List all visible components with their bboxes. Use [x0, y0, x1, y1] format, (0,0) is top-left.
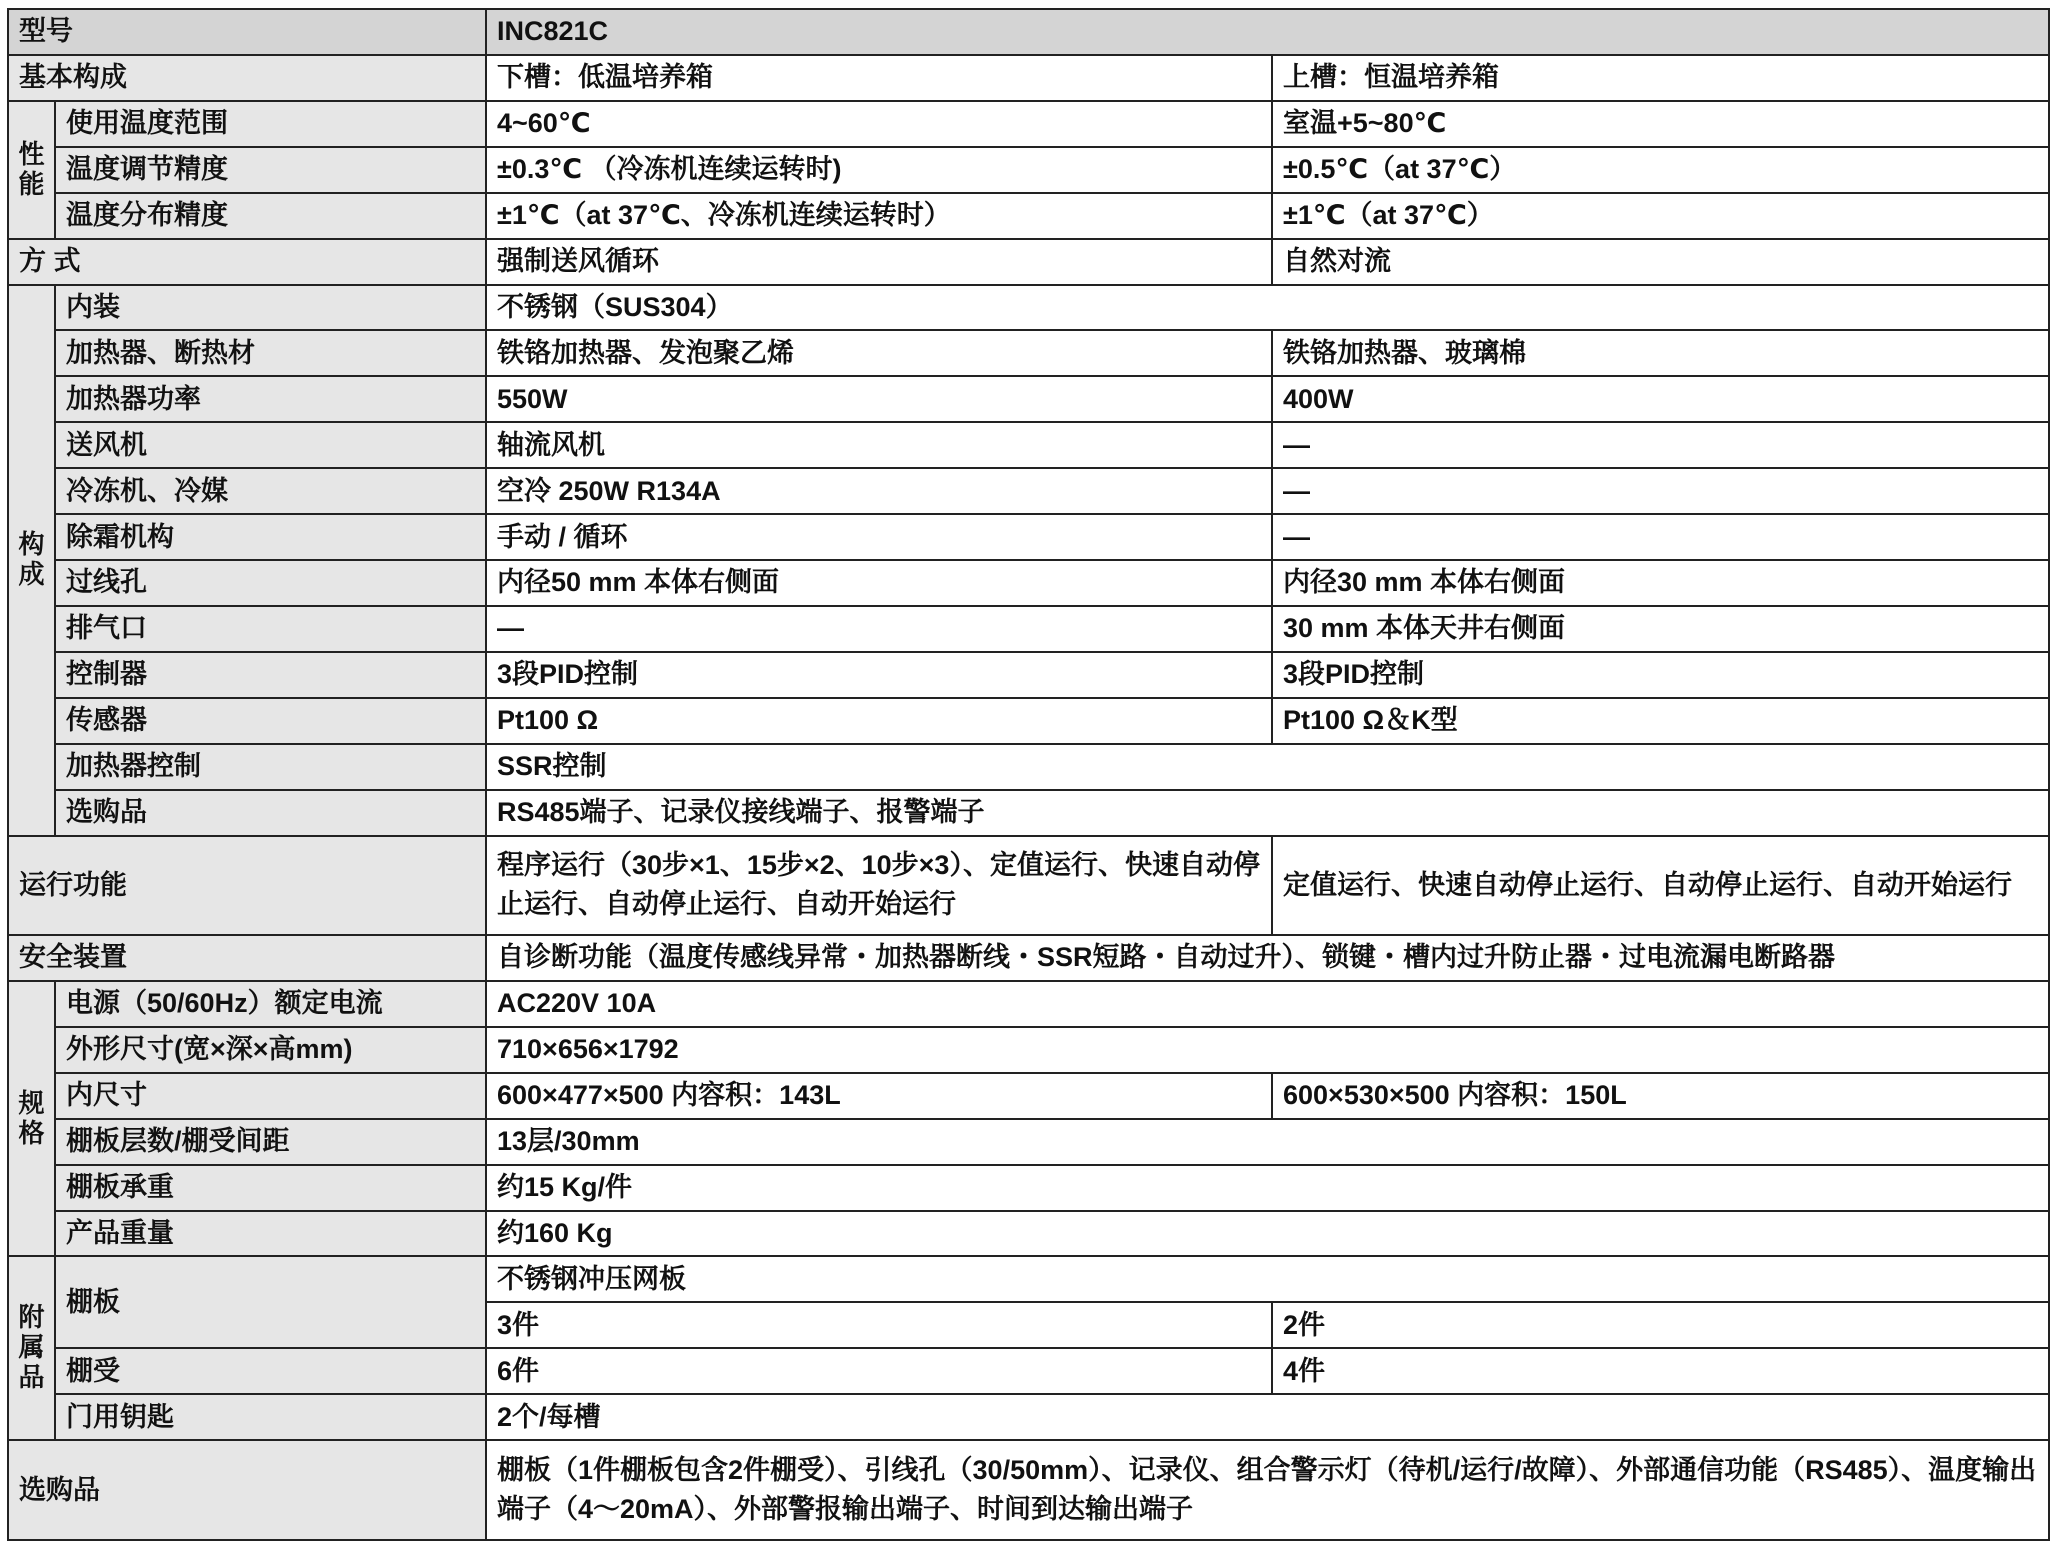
row-inner-size	[8, 1073, 2049, 1119]
perf-lower: ±1℃（at 37℃、冷冻机连续运转时）	[486, 193, 1272, 239]
row-power	[8, 981, 2049, 1027]
spec-table	[7, 8, 2050, 1541]
spec-value: 710×656×1792	[486, 1027, 2049, 1073]
construction-label: 过线孔	[55, 560, 486, 606]
construction-upper: 内径30 mm 本体右侧面	[1272, 560, 2049, 606]
row-basic	[8, 55, 2049, 101]
row-exhaust	[8, 606, 2049, 652]
row-optional	[8, 1440, 2049, 1540]
spec-value: AC220V 10A	[486, 981, 2049, 1027]
construction-upper: 400W	[1272, 376, 2049, 422]
row-temp-control	[8, 147, 2049, 193]
row-operation	[8, 836, 2049, 935]
safety-label: 安全装置	[8, 935, 486, 981]
spec-label: 棚板层数/棚受间距	[55, 1119, 486, 1165]
row-heater-insulation	[8, 330, 2049, 376]
construction-label: 加热器、断热材	[55, 330, 486, 376]
construction-lower: 3段PID控制	[486, 652, 1272, 698]
accessory-value: 2个/每槽	[486, 1394, 2049, 1440]
construction-label: 选购品	[55, 790, 486, 836]
perf-lower: 4~60℃	[486, 101, 1272, 147]
accessory-label: 棚板	[55, 1256, 486, 1348]
row-shelf-material	[8, 1256, 2049, 1302]
row-controller	[8, 652, 2049, 698]
group-construction: 构成	[8, 285, 55, 836]
row-heater-power	[8, 376, 2049, 422]
method-label: 方 式	[8, 239, 486, 285]
optional-value: 棚板（1件棚板包含2件棚受）、引线孔（30/50mm）、记录仪、组合警示灯（待机/运行/故障）、外部通信功能（RS485）、温度输出端子（4～20mA）、外部警报输出端子、时间到达输出端子	[486, 1440, 2049, 1540]
row-shelves	[8, 1119, 2049, 1165]
accessory-label: 门用钥匙	[55, 1394, 486, 1440]
construction-label: 加热器功率	[55, 376, 486, 422]
spec-value: 约15 Kg/件	[486, 1165, 2049, 1211]
construction-lower: —	[486, 606, 1272, 652]
accessory-lower: 3件	[486, 1302, 1272, 1348]
row-method	[8, 239, 2049, 285]
perf-label: 温度调节精度	[55, 147, 486, 193]
construction-upper: 30 mm 本体天井右侧面	[1272, 606, 2049, 652]
perf-upper: 室温+5~80℃	[1272, 101, 2049, 147]
row-temp-range	[8, 101, 2049, 147]
row-weight	[8, 1211, 2049, 1257]
safety-value: 自诊断功能（温度传感线异常・加热器断线・SSR短路・自动过升）、锁键・槽内过升防止器・过电流漏电断路器	[486, 935, 2049, 981]
perf-upper: ±0.5℃（at 37℃）	[1272, 147, 2049, 193]
construction-lower: 550W	[486, 376, 1272, 422]
spec-label: 内尺寸	[55, 1073, 486, 1119]
optional-label: 选购品	[8, 1440, 486, 1540]
operation-upper: 定值运行、快速自动停止运行、自动停止运行、自动开始运行	[1272, 836, 2049, 935]
construction-lower: Pt100 Ω	[486, 698, 1272, 744]
group-specs: 规格	[8, 981, 55, 1257]
construction-label: 内装	[55, 285, 486, 331]
spec-value: 约160 Kg	[486, 1211, 2049, 1257]
perf-lower: ±0.3℃ （冷冻机连续运转时)	[486, 147, 1272, 193]
method-upper: 自然对流	[1272, 239, 2049, 285]
construction-upper: 3段PID控制	[1272, 652, 2049, 698]
basic-lower: 下槽：低温培养箱	[486, 55, 1272, 101]
construction-value: SSR控制	[486, 744, 2049, 790]
construction-lower: 内径50 mm 本体右侧面	[486, 560, 1272, 606]
construction-upper: —	[1272, 468, 2049, 514]
spec-upper: 600×530×500 内容积：150L	[1272, 1073, 2049, 1119]
row-outer-size	[8, 1027, 2049, 1073]
basic-label: 基本构成	[8, 55, 486, 101]
row-shelf-support	[8, 1348, 2049, 1394]
construction-label: 加热器控制	[55, 744, 486, 790]
accessory-label: 棚受	[55, 1348, 486, 1394]
model-label: 型号	[8, 9, 486, 55]
perf-label: 温度分布精度	[55, 193, 486, 239]
construction-label: 排气口	[55, 606, 486, 652]
spec-label: 棚板承重	[55, 1165, 486, 1211]
construction-upper: 铁铬加热器、玻璃棉	[1272, 330, 2049, 376]
construction-upper: —	[1272, 422, 2049, 468]
construction-label: 控制器	[55, 652, 486, 698]
row-shelf-load	[8, 1165, 2049, 1211]
row-construction-options	[8, 790, 2049, 836]
construction-label: 传感器	[55, 698, 486, 744]
row-heater-control	[8, 744, 2049, 790]
method-lower: 强制送风循环	[486, 239, 1272, 285]
accessory-lower: 6件	[486, 1348, 1272, 1394]
construction-lower: 铁铬加热器、发泡聚乙烯	[486, 330, 1272, 376]
perf-upper: ±1℃（at 37℃）	[1272, 193, 2049, 239]
construction-label: 冷冻机、冷媒	[55, 468, 486, 514]
perf-label: 使用温度范围	[55, 101, 486, 147]
accessory-upper: 4件	[1272, 1348, 2049, 1394]
row-door-key	[8, 1394, 2049, 1440]
accessory-value: 不锈钢冲压网板	[486, 1256, 2049, 1302]
spec-value: 13层/30mm	[486, 1119, 2049, 1165]
construction-label: 除霜机构	[55, 514, 486, 560]
spec-label: 电源（50/60Hz）额定电流	[55, 981, 486, 1027]
spec-lower: 600×477×500 内容积：143L	[486, 1073, 1272, 1119]
group-performance: 性能	[8, 101, 55, 239]
construction-value: 不锈钢（SUS304）	[486, 285, 2049, 331]
construction-label: 送风机	[55, 422, 486, 468]
spec-label: 外形尺寸(宽×深×高mm)	[55, 1027, 486, 1073]
row-safety	[8, 935, 2049, 981]
basic-upper: 上槽：恒温培养箱	[1272, 55, 2049, 101]
row-defrost	[8, 514, 2049, 560]
accessory-upper: 2件	[1272, 1302, 2049, 1348]
construction-value: RS485端子、记录仪接线端子、报警端子	[486, 790, 2049, 836]
construction-upper: —	[1272, 514, 2049, 560]
group-accessories: 附属品	[8, 1256, 55, 1440]
model-value: INC821C	[486, 9, 2049, 55]
construction-lower: 空冷 250W R134A	[486, 468, 1272, 514]
construction-lower: 手动 / 循环	[486, 514, 1272, 560]
construction-lower: 轴流风机	[486, 422, 1272, 468]
row-refrigerator	[8, 468, 2049, 514]
construction-upper: Pt100 Ω＆K型	[1272, 698, 2049, 744]
operation-label: 运行功能	[8, 836, 486, 935]
row-cable-hole	[8, 560, 2049, 606]
row-interior	[8, 285, 2049, 331]
row-temp-distribution	[8, 193, 2049, 239]
operation-lower: 程序运行（30步×1、15步×2、10步×3）、定值运行、快速自动停止运行、自动停止运行、自动开始运行	[486, 836, 1272, 935]
spec-label: 产品重量	[55, 1211, 486, 1257]
row-sensor	[8, 698, 2049, 744]
row-fan	[8, 422, 2049, 468]
row-model	[8, 9, 2049, 55]
